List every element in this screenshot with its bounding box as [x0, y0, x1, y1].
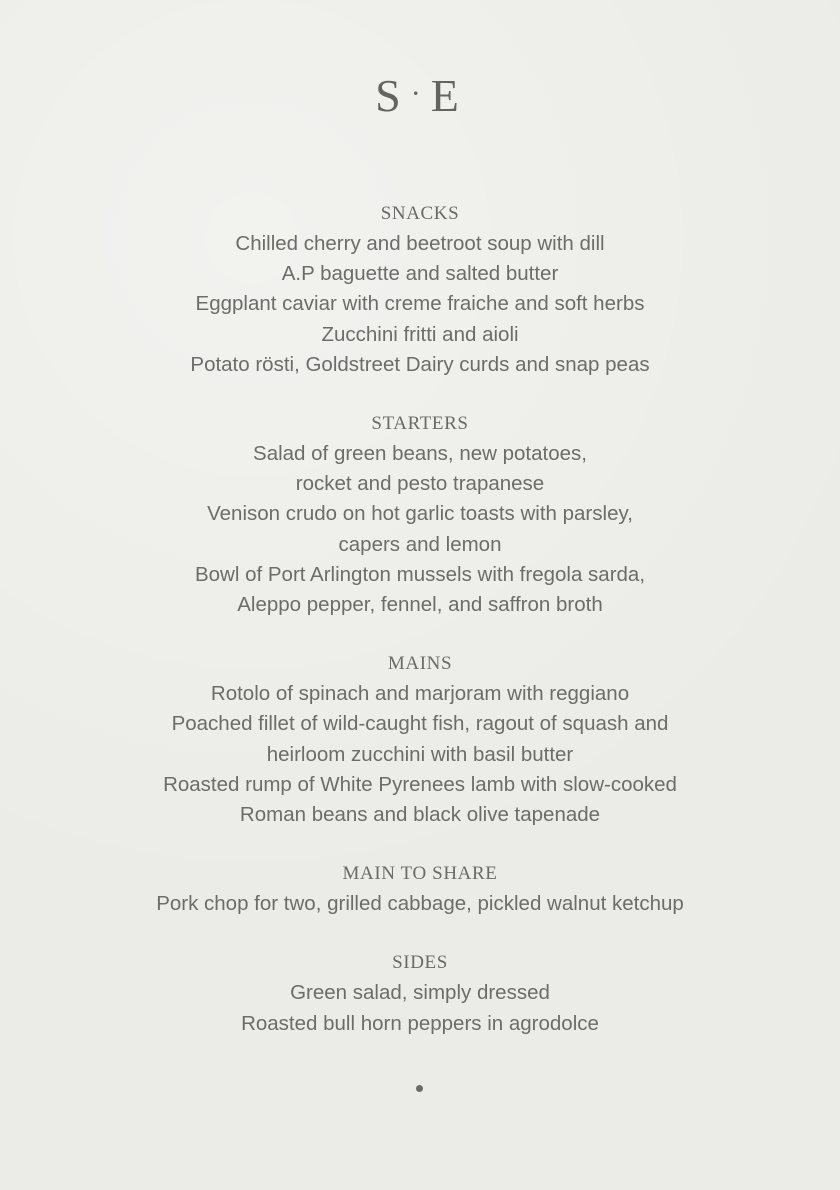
menu-item: Chilled cherry and beetroot soup with dill [235, 232, 605, 255]
menu-item: Salad of green beans, new potatoes, [253, 442, 587, 466]
menu-item: Zucchini fritti and aioli [321, 322, 519, 346]
menu-section-snacks [0, 199, 840, 380]
section-title: SIDES [392, 952, 448, 974]
menu-section-starters [0, 409, 840, 620]
menu-item: Green salad, simply dressed [290, 981, 550, 1005]
menu-item: Poached fillet of wild-caught fish, ragout of squash and [171, 712, 669, 736]
menu-item: Pork chop for two, grilled cabbage, pickled walnut ketchup [156, 892, 684, 916]
menu-item: Roman beans and black olive tapenade [239, 803, 601, 827]
monogram-logo [0, 66, 840, 130]
menu-item: Potato rösti, Goldstreet Dairy curds and snap peas [190, 352, 650, 376]
menu-item: Venison crudo on hot garlic toasts with parsley, [207, 502, 633, 526]
section-title: MAINS [387, 653, 453, 675]
section-title: MAIN TO SHARE [342, 863, 498, 885]
menu-section-main-to-share [0, 859, 840, 919]
menu-item: rocket and pesto trapanese [295, 472, 545, 496]
menu-item: capers and lemon [338, 532, 502, 556]
menu-item: heirloom zucchini with basil butter [266, 742, 574, 766]
menu-item: Roasted rump of White Pyrenees lamb with slow-cooked [163, 772, 677, 796]
menu-item: Bowl of Port Arlington mussels with fregola sarda, [194, 562, 646, 586]
monogram-right-letter: E [430, 70, 465, 121]
section-title: SNACKS [380, 203, 460, 224]
monogram-separator: · [410, 77, 427, 111]
end-dot-ornament [416, 1085, 423, 1092]
menu-item: Roasted bull horn peppers in agrodolce [241, 1011, 599, 1035]
menu-item: Aleppo pepper, fennel, and saffron broth [237, 593, 603, 617]
menu-list [0, 199, 840, 1068]
menu-section-sides [0, 948, 840, 1038]
menu-item: Eggplant caviar with creme fraiche and soft herbs [195, 292, 645, 316]
menu-item: A.P baguette and salted butter [281, 262, 559, 286]
monogram-left-letter: S [375, 70, 407, 121]
section-title: STARTERS [371, 413, 469, 435]
menu-section-mains [0, 649, 840, 830]
menu-item: Rotolo of spinach and marjoram with reggiano [210, 682, 630, 706]
